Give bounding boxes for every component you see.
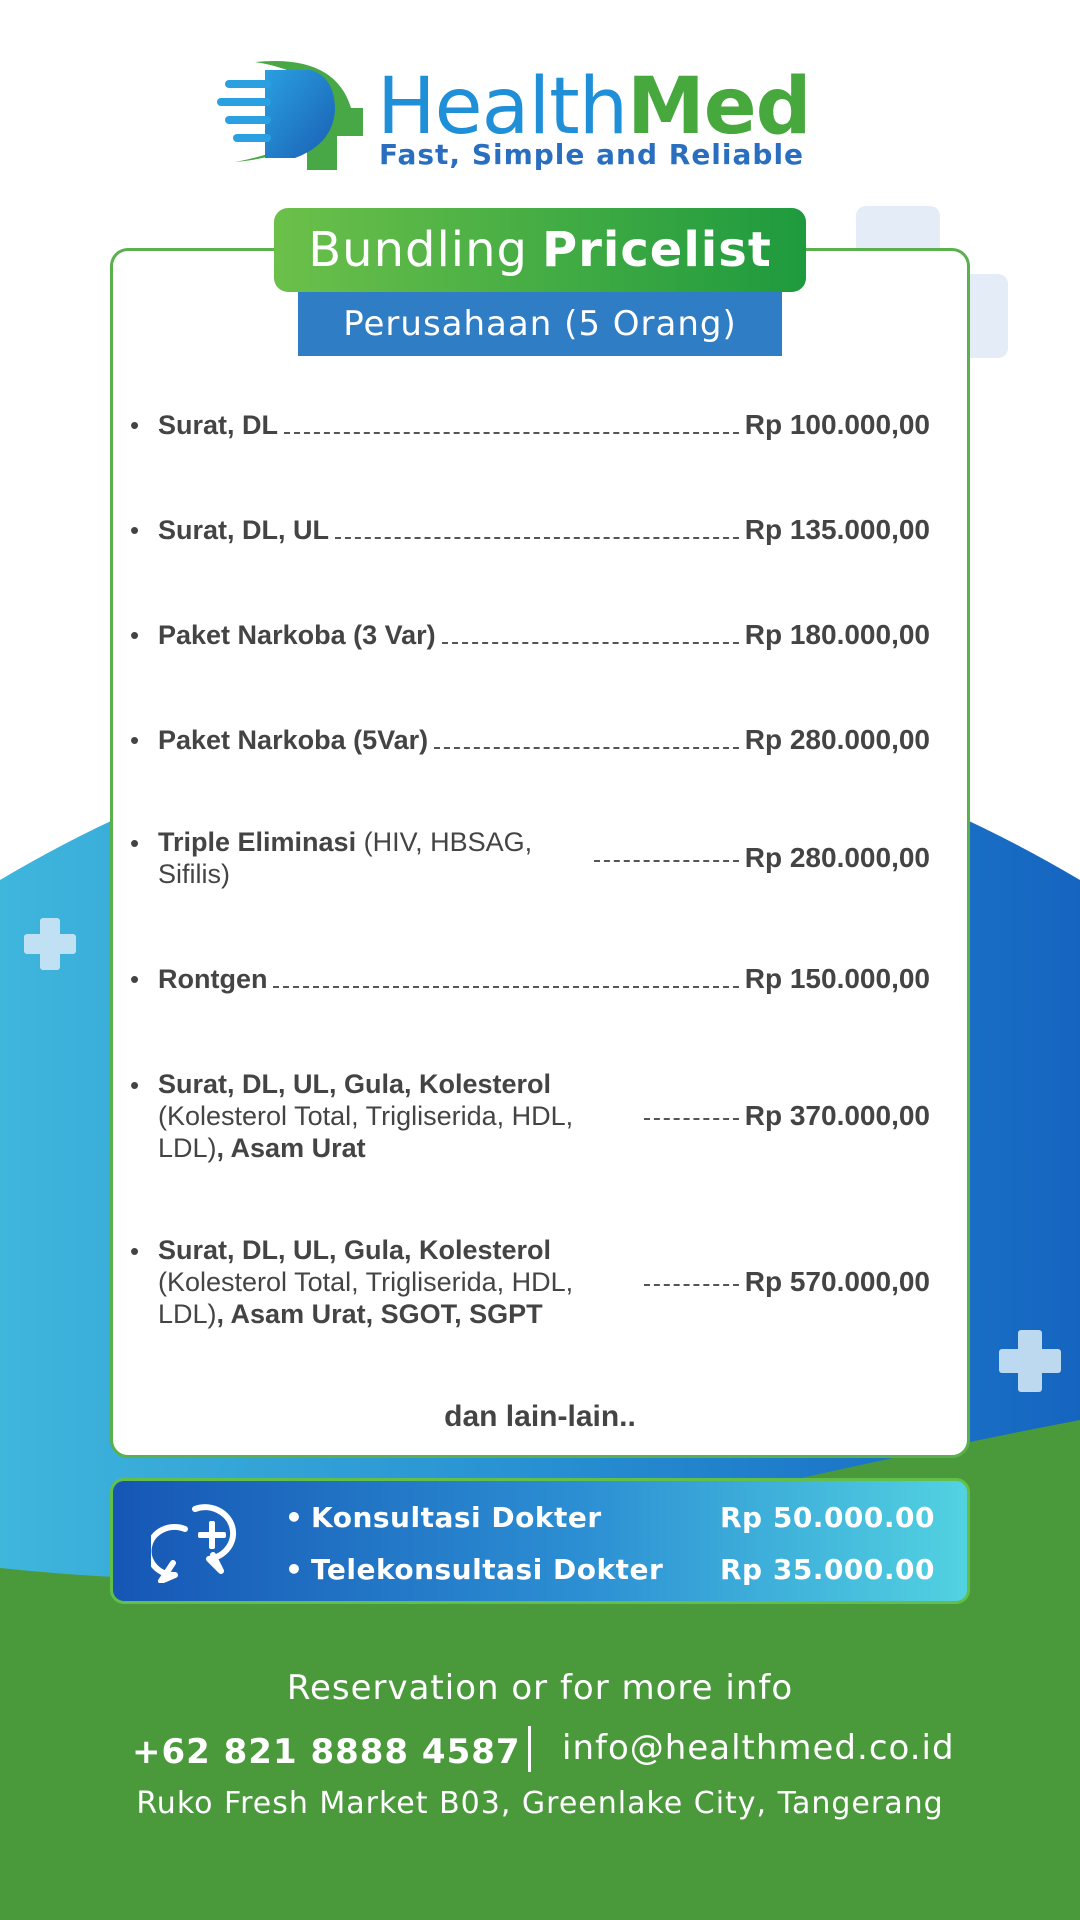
price-item bbox=[130, 826, 930, 890]
price-item bbox=[130, 618, 930, 652]
price-item bbox=[130, 962, 930, 996]
item-name: Rontgen bbox=[158, 964, 268, 994]
title-regular: Bundling bbox=[308, 222, 529, 278]
item-price: Rp 150.000,00 bbox=[744, 963, 930, 994]
price-item bbox=[130, 1068, 930, 1164]
healthmed-logo-icon bbox=[215, 58, 365, 176]
chat-plus-icon bbox=[151, 1499, 251, 1583]
price-item bbox=[130, 408, 930, 442]
consultation-price: Rp 35.000.00 bbox=[719, 1553, 935, 1586]
more-items-text: dan lain-lain.. bbox=[444, 1400, 636, 1433]
page-subtitle: Perusahaan (5 Orang) bbox=[298, 292, 782, 356]
item-name: Paket Narkoba (3 Var) bbox=[158, 620, 436, 650]
dotted-leader bbox=[442, 642, 739, 644]
item-name: Surat, DL, UL bbox=[158, 515, 330, 545]
bullet: • bbox=[130, 410, 140, 440]
price-item bbox=[130, 513, 930, 547]
page-title bbox=[274, 208, 806, 292]
brand-name-med: Med bbox=[627, 62, 811, 152]
bullet: • bbox=[130, 964, 140, 994]
brand-tagline: Fast, Simple and Reliable bbox=[379, 138, 805, 171]
item-name: Surat, DL, UL, Gula, Kolesterol (Kolesterol Total, Trigliserida, HDL, LDL), Asam Urat, SGOT, SGPT bbox=[158, 1235, 574, 1329]
item-price: Rp 280.000,00 bbox=[744, 724, 930, 755]
bullet: • bbox=[130, 515, 140, 545]
item-price: Rp 570.000,00 bbox=[744, 1266, 930, 1297]
item-price: Rp 180.000,00 bbox=[744, 619, 930, 650]
item-price: Rp 135.000,00 bbox=[744, 514, 930, 545]
consultation-item: • Telekonsultasi Dokter Rp 35.000.00 bbox=[285, 1553, 935, 1586]
address-text: Ruko Fresh Market B03, Greenlake City, Tangerang bbox=[136, 1786, 944, 1821]
bullet: • bbox=[130, 1236, 140, 1266]
phone-number[interactable]: +62 821 8888 4587 bbox=[132, 1732, 521, 1772]
dotted-leader bbox=[273, 986, 738, 988]
price-item bbox=[130, 723, 930, 757]
dotted-leader bbox=[644, 1118, 739, 1120]
consultation-price: Rp 50.000.00 bbox=[719, 1501, 935, 1534]
price-item bbox=[130, 1234, 930, 1330]
bullet: • bbox=[130, 1070, 140, 1100]
item-name: Surat, DL, UL, Gula, Kolesterol (Kolesterol Total, Trigliserida, HDL, LDL), Asam Urat bbox=[158, 1069, 574, 1163]
bullet: • bbox=[130, 725, 140, 755]
dotted-leader bbox=[594, 860, 739, 862]
brand-name-health: Health bbox=[377, 62, 628, 152]
reservation-text: Reservation or for more info bbox=[286, 1668, 794, 1708]
dotted-leader bbox=[434, 747, 739, 749]
item-price: Rp 280.000,00 bbox=[744, 842, 930, 873]
email-link[interactable]: info@healthmed.co.id bbox=[562, 1728, 955, 1768]
dotted-leader bbox=[644, 1284, 739, 1286]
item-price: Rp 370.000,00 bbox=[744, 1100, 930, 1131]
divider bbox=[528, 1726, 531, 1772]
item-name: Triple Eliminasi (HIV, HBSAG, Sifilis) bbox=[158, 827, 533, 889]
consultation-item: • Konsultasi Dokter Rp 50.000.00 bbox=[285, 1501, 935, 1534]
brand-logo bbox=[215, 58, 835, 178]
consultation-label: Konsultasi Dokter bbox=[311, 1501, 602, 1534]
consultation-label: Telekonsultasi Dokter bbox=[311, 1553, 664, 1586]
dotted-leader bbox=[284, 432, 739, 434]
dotted-leader bbox=[335, 537, 739, 539]
bullet: • bbox=[130, 828, 140, 858]
item-name: Paket Narkoba (5Var) bbox=[158, 725, 429, 755]
item-price: Rp 100.000,00 bbox=[744, 409, 930, 440]
item-name: Surat, DL bbox=[158, 410, 279, 440]
title-bold: Pricelist bbox=[542, 222, 772, 278]
bullet: • bbox=[130, 620, 140, 650]
consultation-bar bbox=[110, 1478, 970, 1604]
